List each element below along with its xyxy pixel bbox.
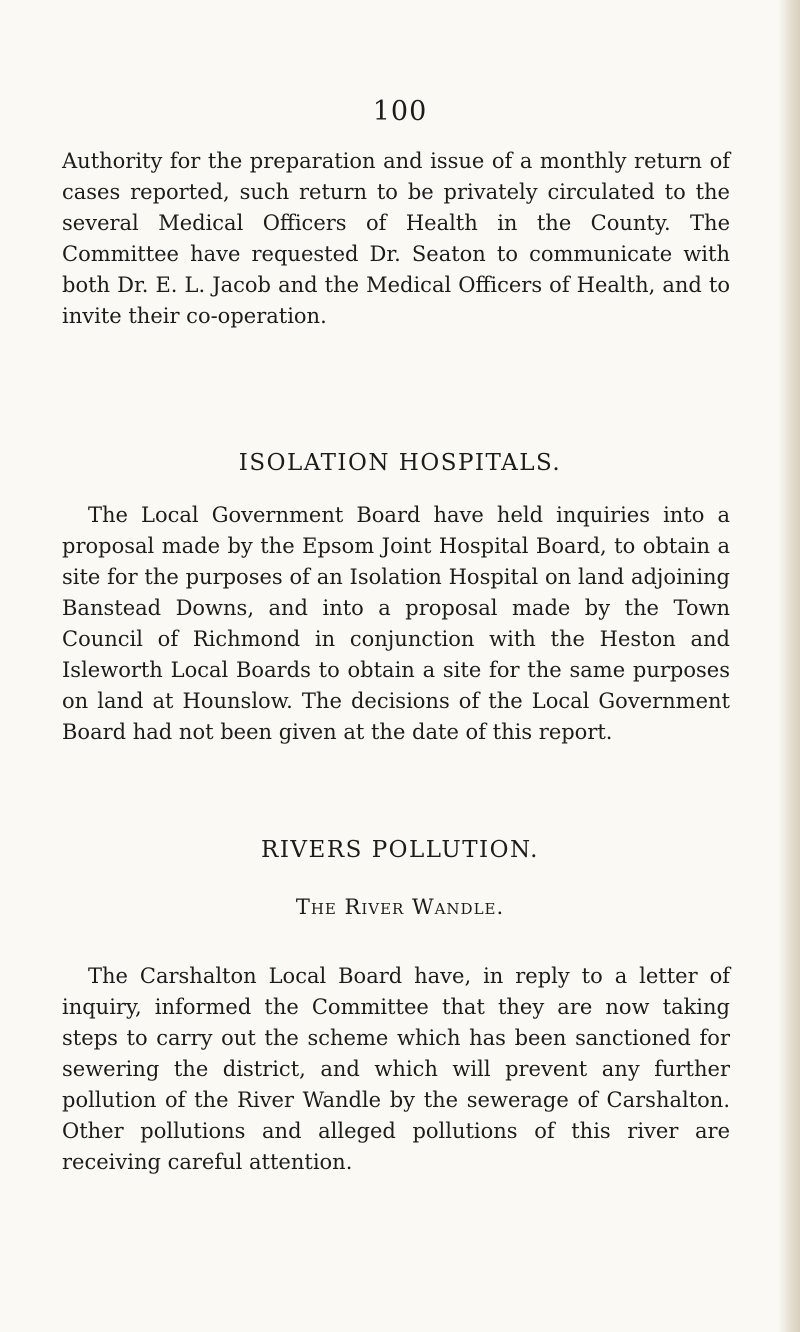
page-edge-shadow bbox=[778, 0, 800, 1332]
continued-paragraph: Authority for the preparation and issue of a monthly return of cases reported, such return to be privately circulated to the several Medical Officers of Health in the County. The Committee have requested Dr. Seaton to communicate with both Dr. E. L. Jacob and the Medical Officers of Health, and to invite their co-operation. bbox=[62, 149, 730, 328]
isolation-paragraph-block bbox=[62, 500, 730, 748]
continued-paragraph-block bbox=[62, 146, 730, 332]
rivers-paragraph-block bbox=[62, 961, 730, 1178]
page-number: 100 bbox=[372, 96, 428, 127]
rivers-paragraph: The Carshalton Local Board have, in reply to a letter of inquiry, informed the Committee that they are now taking steps to carry out the scheme which has been sanctioned for sewering the district, and which will prevent any further pollution of the River Wandle by the sewerage of Carshalton. Other pollutions and alleged pollutions of this river are receiving careful attention. bbox=[62, 964, 730, 1174]
rivers-pollution-heading: RIVERS POLLUTION. bbox=[261, 837, 539, 863]
isolation-hospitals-heading: ISOLATION HOSPITALS. bbox=[238, 450, 562, 476]
isolation-paragraph: The Local Government Board have held inquiries into a proposal made by the Epsom Joint Hospital Board, to obtain a site for the purposes of an Isolation Hospital on land adjoining Banstead Downs, and into a proposal made by the Town Council of Richmond in conjunction with the Heston and Isleworth Local Boards to obtain a site for the same purposes on land at Hounslow. The decisions of the Local Government Board had not been given at the date of this report. bbox=[62, 503, 730, 744]
river-wandle-subheading: The River Wandle. bbox=[295, 895, 505, 919]
